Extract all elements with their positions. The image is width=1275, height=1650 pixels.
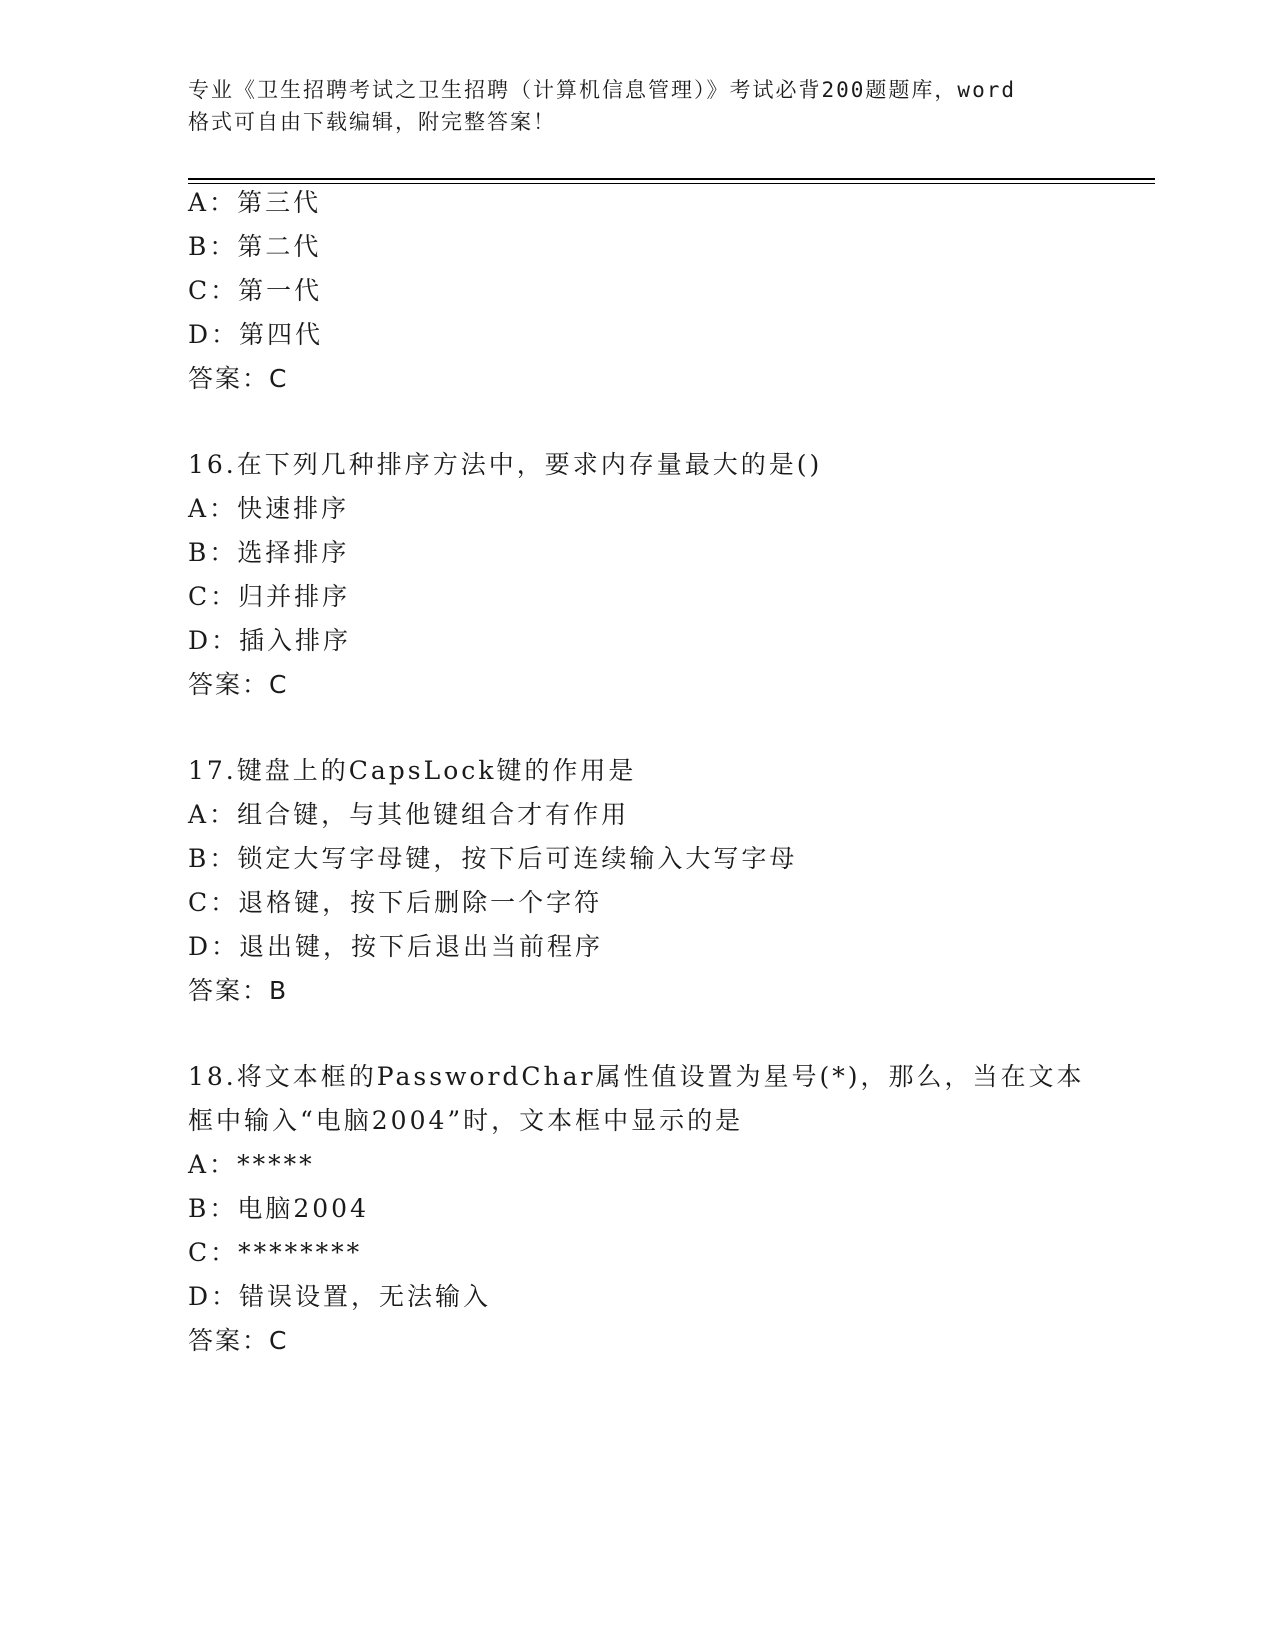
header-line-2: 格式可自由下载编辑，附完整答案！ — [188, 110, 556, 134]
q16-option-a: A：快速排序 — [188, 494, 350, 523]
q17-option-c: C：退格键，按下后删除一个字符 — [188, 888, 603, 917]
q18-option-a: A：***** — [188, 1150, 315, 1179]
header-divider-thin — [188, 183, 1155, 184]
q17-option-d: D：退出键，按下后退出当前程序 — [188, 932, 604, 961]
q17-answer: 答案：B — [188, 976, 289, 1005]
q15-option-a: A：第三代 — [188, 188, 322, 217]
q18-option-c: C：******** — [188, 1238, 363, 1267]
q18-stem-line-1: 18.将文本框的PasswordChar属性值设置为星号(*)，那么，当在文本 — [188, 1062, 1085, 1091]
document-header — [188, 74, 1108, 138]
q15-answer: 答案：C — [188, 364, 289, 393]
q16-answer: 答案：C — [188, 670, 289, 699]
q17-stem: 17.键盘上的CapsLock键的作用是 — [188, 756, 637, 785]
q18-stem-line-2: 框中输入“电脑2004”时，文本框中显示的是 — [188, 1106, 744, 1135]
q16-option-b: B：选择排序 — [188, 538, 350, 567]
q15-option-c: C：第一代 — [188, 276, 323, 305]
q15-option-d: D：第四代 — [188, 320, 324, 349]
q18-option-b: B：电脑2004 — [188, 1194, 369, 1223]
q15-option-b: B：第二代 — [188, 232, 322, 261]
q16-option-c: C：归并排序 — [188, 582, 351, 611]
q18-option-d: D：错误设置，无法输入 — [188, 1282, 492, 1311]
header-divider-thick — [188, 178, 1155, 180]
q16-option-d: D：插入排序 — [188, 626, 352, 655]
q17-option-a: A：组合键，与其他键组合才有作用 — [188, 800, 630, 829]
q18-answer: 答案：C — [188, 1326, 289, 1355]
q17-option-b: B：锁定大写字母键，按下后可连续输入大写字母 — [188, 844, 798, 873]
q16-stem: 16.在下列几种排序方法中，要求内存量最大的是() — [188, 450, 823, 479]
header-line-1: 专业《卫生招聘考试之卫生招聘（计算机信息管理）》考试必背200题题库，word — [188, 78, 1016, 102]
